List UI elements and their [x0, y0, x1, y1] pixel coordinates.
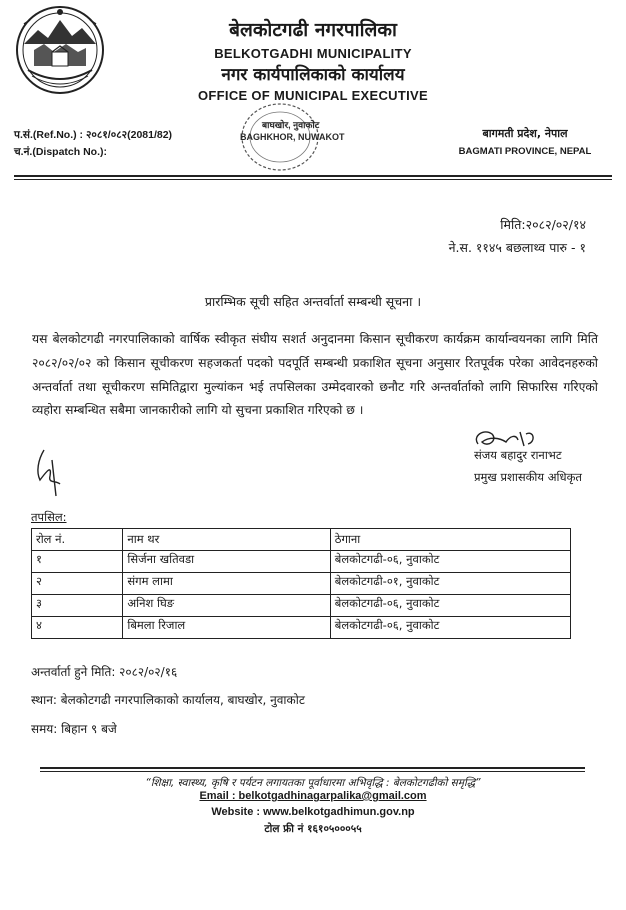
municipality-name-english: BELKOTGADHI MUNICIPALITY: [214, 46, 412, 61]
header-divider-thin: [14, 179, 612, 180]
interview-venue: स्थान: बेलकोटगढी नगरपालिकाको कार्यालय, बाघखोर, नुवाकोट: [31, 693, 305, 707]
contact-website: Website : www.belkotgadhimun.gov.np: [211, 806, 415, 818]
signer-title: प्रमुख प्रशासकीय अधिकृत: [474, 470, 582, 484]
notice-subject: प्रारम्भिक सूची सहित अन्तर्वार्ता सम्बन्धी सूचना ।: [204, 294, 422, 309]
dispatch-number: च.नं.(Dispatch No.):: [14, 146, 107, 158]
roll-number: ३: [32, 595, 123, 617]
interview-time: समय: बिहान ९ बजे: [31, 722, 117, 736]
candidate-table: [31, 528, 571, 639]
candidate-address: बेलकोटगढी-०६, नुवाकोट: [330, 595, 570, 617]
table-row: [32, 573, 571, 595]
footer-divider-thin: [40, 771, 585, 772]
candidate-address: बेलकोटगढी-०६, नुवाकोट: [330, 617, 570, 639]
candidate-address: बेलकोटगढी-०१, नुवाकोट: [330, 573, 570, 595]
contact-email: [0, 790, 626, 802]
table-row: [32, 551, 571, 573]
office-name-nepali: नगर कार्यपालिकाको कार्यालय: [221, 65, 405, 85]
nepal-sambat-date: ने.स. ११४५ बछलाथ्व पारु - १: [448, 240, 586, 255]
annex-label: तपसिल:: [31, 510, 67, 524]
notice-body: यस बेलकोटगढी नगरपालिकाको वार्षिक स्वीकृत संघीय सशर्त अनुदानमा किसान सूचीकरण कार्यक्रम कार्यान्वयनका लागि मिति २०८२/०२/०२ को किसान सूचीकरण सहजकर्ता पदको पदपूर्ति सम्बन्धी प्रकाशित सूचना अनुसार रितपूर्वक परेका आवेदनहरुको अन्तर्वार्ता तथा सूचीकरण समितिद्वारा मुल्यांकन भई तपसिलका उम्मेदवारको छनौट गरि अन्तर्वार्ताको लागि सिफारिस गरिएको व्यहोरा सम्बन्धित सबैमा जानकारीको लागि यो सुचना प्रकाशित गरिएको छ ।: [32, 332, 598, 418]
roll-number: २: [32, 573, 123, 595]
roll-number: १: [32, 551, 123, 573]
candidate-name: अनिश घिङ: [123, 595, 330, 617]
column-header-address: ठेगाना: [330, 529, 570, 551]
column-header-name: नाम थर: [123, 529, 330, 551]
header-divider: [14, 175, 612, 177]
toll-free-number: टोल फ्री नं १६१०५०००५५: [264, 823, 362, 835]
column-header-roll: रोल नं.: [32, 529, 123, 551]
candidate-name: संगम लामा: [123, 573, 330, 595]
province-english: BAGMATI PROVINCE, NEPAL: [458, 146, 592, 157]
office-location: [240, 118, 345, 142]
table-row: [32, 617, 571, 639]
table-header-row: [32, 529, 571, 551]
notice-date: मिति:२०८२/०२/१४: [500, 217, 586, 232]
office-location-english: BAGHKHOR, NUWAKOT: [240, 132, 345, 142]
municipality-name-nepali: बेलकोटगढी नगरपालिका: [229, 19, 397, 41]
table-row: [32, 595, 571, 617]
municipality-slogan: “शिक्षा, स्वास्थ्य, कृषि र पर्यटन लगायतका पूर्वाधारमा अभिवृद्धि : बेलकोटगढीको समृद्धि”: [145, 777, 481, 789]
initial-signature: [30, 446, 66, 500]
signer-name: संजय बहादुर रानाभट: [474, 448, 562, 462]
office-name-english: OFFICE OF MUNICIPAL EXECUTIVE: [198, 88, 428, 103]
interview-date: अन्तर्वार्ता हुने मिति: २०८२/०२/१६: [31, 665, 178, 679]
reference-number: प.सं.(Ref.No.) : २०८१/०८२(2081/82): [14, 129, 173, 141]
province-nepali: बागमती प्रदेश, नेपाल: [482, 127, 568, 140]
footer-divider: [40, 767, 585, 769]
candidate-name: सिर्जना खतिवडा: [123, 551, 330, 573]
candidate-address: बेलकोटगढी-०६, नुवाकोट: [330, 551, 570, 573]
candidate-name: बिमला रिजाल: [123, 617, 330, 639]
roll-number: ४: [32, 617, 123, 639]
office-location-nepali: बाघखोर, नुवाकोट: [262, 120, 320, 130]
email-link[interactable]: Email : belkotgadhinagarpalika@gmail.com: [199, 790, 427, 802]
